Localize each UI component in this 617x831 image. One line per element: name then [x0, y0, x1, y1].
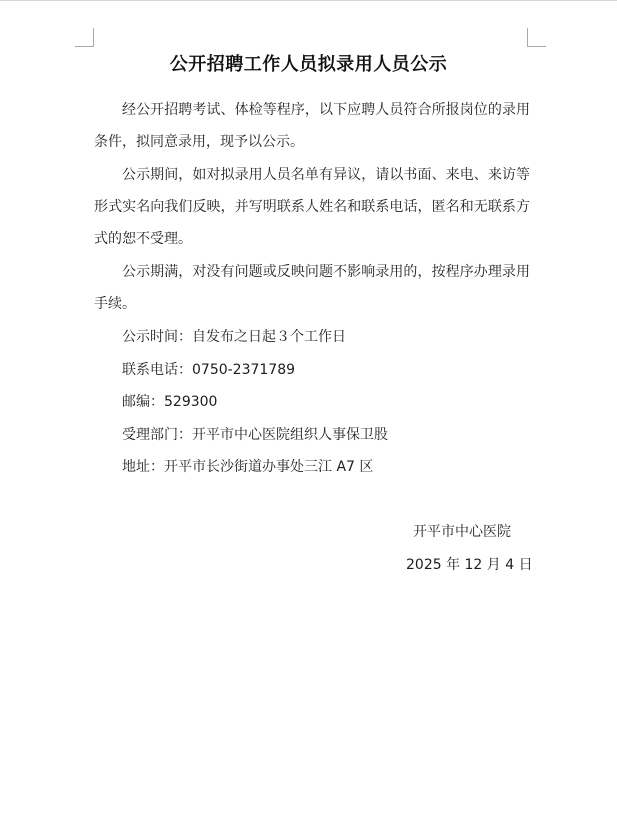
- contact-phone-line: 联系电话：0750-2371789: [122, 362, 296, 378]
- signature-organization: 开平市中心医院: [413, 524, 511, 540]
- page-top-border: [0, 0, 617, 1]
- signature-date: 2025 年 12 月 4 日: [406, 557, 533, 573]
- address-line: 地址：开平市长沙街道办事处三江 A7 区: [122, 459, 374, 475]
- postal-code-line: 邮编：529300: [122, 394, 218, 410]
- paragraph-expiry: 公示期满，对没有问题或反映问题不影响录用的，按程序办理录用手续。: [94, 264, 530, 312]
- notice-period-line: 公示时间：自发布之日起３个工作日: [122, 329, 346, 345]
- document-title: 公开招聘工作人员拟录用人员公示: [169, 54, 448, 75]
- paragraph-intro: 经公开招聘考试、体检等程序，以下应聘人员符合所报岗位的录用条件，拟同意录用，现予以公示。: [94, 102, 530, 150]
- paragraph-objection: 公示期间，如对拟录用人员名单有异议，请以书面、来电、来访等形式实名向我们反映，并写明联系人姓名和联系电话，匿名和无联系方式的恕不受理。: [94, 167, 530, 247]
- margin-corner-top-left: [75, 28, 94, 47]
- department-line: 受理部门：开平市中心医院组织人事保卫股: [122, 427, 388, 443]
- margin-corner-top-right: [527, 28, 546, 47]
